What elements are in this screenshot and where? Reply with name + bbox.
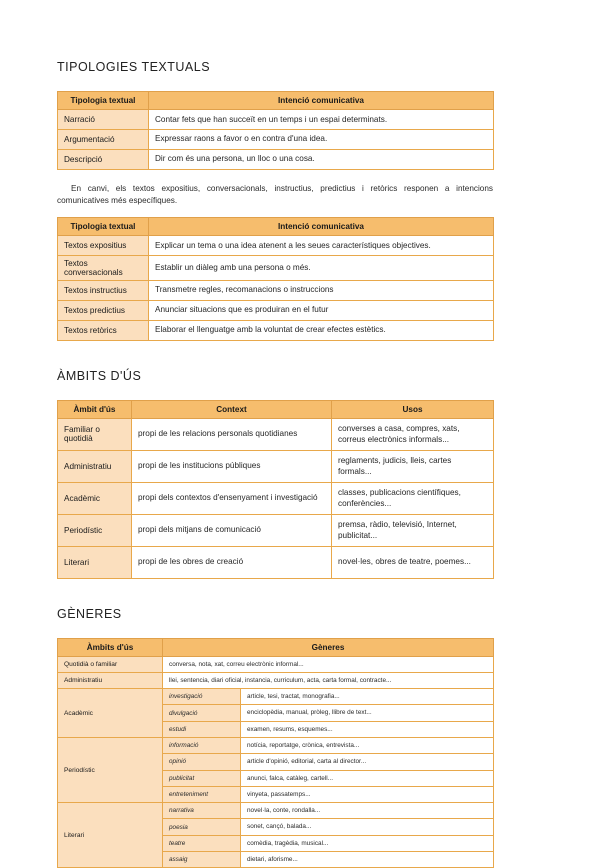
section-title-ambits: ÀMBITS D'ÚS — [57, 368, 142, 383]
column-header-tipologia: Tipologia textual — [58, 218, 149, 236]
row-subcategory: teatre — [163, 835, 241, 851]
table-header-row — [58, 218, 494, 236]
row-value: Establir un diàleg amb una persona o més. — [149, 255, 494, 280]
row-label: Administratiu — [58, 672, 163, 688]
table-row — [58, 280, 494, 300]
row-value: enciclopèdia, manual, pròleg, llibre de text... — [241, 705, 494, 721]
table-generes-wrapper — [57, 638, 493, 868]
row-usos: reglaments, judicis, lleis, cartes formals... — [332, 450, 494, 482]
table-row — [58, 689, 494, 705]
row-value: comèdia, tragèdia, musical... — [241, 835, 494, 851]
row-value: llei, sentencia, diari oficial, instancia, curriculum, acta, carta formal, contracte... — [163, 672, 494, 688]
table-generes — [57, 638, 494, 868]
row-subcategory: divulgació — [163, 705, 241, 721]
table-row — [58, 656, 494, 672]
table-specific-wrapper — [57, 217, 493, 341]
table-row — [58, 514, 494, 546]
row-value: Dir com és una persona, un lloc o una cosa. — [149, 149, 494, 169]
row-label: Periodístic — [58, 514, 132, 546]
row-label: Textos expositius — [58, 236, 149, 256]
table-basic-tipologies — [57, 91, 494, 170]
column-header-ambits: Àmbits d'ús — [58, 638, 163, 656]
row-value: conversa, nota, xat, correu electrònic informal... — [163, 656, 494, 672]
section-title-generes: GÈNERES — [57, 606, 122, 621]
table-row — [58, 129, 494, 149]
row-subcategory: assaig — [163, 852, 241, 868]
table-header-row — [58, 400, 494, 418]
row-value: vinyeta, passatemps... — [241, 786, 494, 802]
row-label: Literari — [58, 803, 163, 868]
table-row — [58, 300, 494, 320]
table-row — [58, 320, 494, 340]
row-usos: novel·les, obres de teatre, poemes... — [332, 546, 494, 578]
row-label: Descripció — [58, 149, 149, 169]
paragraph-en-canvi: En canvi, els textos expositius, conversacionals, instructius, predictius i retòrics responen a intencions comunicatives més específiques. — [57, 183, 493, 206]
table-row — [58, 418, 494, 450]
row-value: Expressar raons a favor o en contra d'una idea. — [149, 129, 494, 149]
table-header-row — [58, 92, 494, 110]
row-subcategory: informació — [163, 738, 241, 754]
table-row — [58, 803, 494, 819]
column-header-context: Context — [132, 400, 332, 418]
table-specific-tipologies — [57, 217, 494, 341]
row-context: propi dels contextos d'ensenyament i investigació — [132, 482, 332, 514]
row-value: Elaborar el llenguatge amb la voluntat de crear efectes estètics. — [149, 320, 494, 340]
row-value: article d'opinió, editorial, carta al director... — [241, 754, 494, 770]
row-value: notícia, reportatge, crònica, entrevista... — [241, 738, 494, 754]
row-subcategory: opinió — [163, 754, 241, 770]
table-row — [58, 149, 494, 169]
table-ambits-dus — [57, 400, 494, 579]
row-value: novel·la, conte, rondalla... — [241, 803, 494, 819]
table-basic-wrapper — [57, 91, 493, 170]
row-subcategory: poesia — [163, 819, 241, 835]
table-row — [58, 546, 494, 578]
row-usos: converses a casa, compres, xats, correus electrònics informals... — [332, 418, 494, 450]
row-context: propi de les relacions personals quotidianes — [132, 418, 332, 450]
row-usos: premsa, ràdio, televisió, Internet, publicitat... — [332, 514, 494, 546]
row-value: Explicar un tema o una idea atenent a les seues característiques objectives. — [149, 236, 494, 256]
table-row — [58, 672, 494, 688]
column-header-intencio: Intenció comunicativa — [149, 92, 494, 110]
row-value: Transmetre regles, recomanacions o instruccions — [149, 280, 494, 300]
row-value: anunci, falca, catàleg, cartell... — [241, 770, 494, 786]
row-context: propi de les obres de creació — [132, 546, 332, 578]
row-value: examen, resums, esquemes... — [241, 721, 494, 737]
row-subcategory: publicitat — [163, 770, 241, 786]
row-value: Contar fets que han succeït en un temps i un espai determinats. — [149, 110, 494, 130]
row-label: Acadèmic — [58, 482, 132, 514]
row-label: Narració — [58, 110, 149, 130]
table-ambits-wrapper — [57, 400, 493, 579]
document-content — [57, 60, 493, 868]
row-label: Administratiu — [58, 450, 132, 482]
row-value: sonet, cançó, balada... — [241, 819, 494, 835]
row-label: Acadèmic — [58, 689, 163, 738]
column-header-usos: Usos — [332, 400, 494, 418]
column-header-tipologia: Tipologia textual — [58, 92, 149, 110]
row-label: Familiar o quotidià — [58, 418, 132, 450]
row-subcategory: investigació — [163, 689, 241, 705]
section-title-tipologies: TIPOLOGIES TEXTUALS — [57, 60, 211, 74]
row-label: Textos conversacionals — [58, 255, 149, 280]
table-row — [58, 236, 494, 256]
table-row — [58, 450, 494, 482]
row-value: dietari, aforisme... — [241, 852, 494, 868]
table-row — [58, 110, 494, 130]
table-header-row — [58, 638, 494, 656]
row-subcategory: estudi — [163, 721, 241, 737]
table-row — [58, 255, 494, 280]
row-subcategory: entreteniment — [163, 786, 241, 802]
row-label: Periodístic — [58, 738, 163, 803]
row-usos: classes, publicacions científiques, conferències... — [332, 482, 494, 514]
column-header-generes: Gèneres — [163, 638, 494, 656]
row-label: Quotidià o familiar — [58, 656, 163, 672]
column-header-ambit: Àmbit d'ús — [58, 400, 132, 418]
row-context: propi de les institucions públiques — [132, 450, 332, 482]
row-label: Textos instructius — [58, 280, 149, 300]
row-label: Textos predictius — [58, 300, 149, 320]
table-row — [58, 738, 494, 754]
row-value: Anunciar situacions que es produiran en el futur — [149, 300, 494, 320]
row-label: Textos retòrics — [58, 320, 149, 340]
row-value: article, tesi, tractat, monografia... — [241, 689, 494, 705]
row-label: Literari — [58, 546, 132, 578]
row-label: Argumentació — [58, 129, 149, 149]
table-row — [58, 482, 494, 514]
row-subcategory: narrativa — [163, 803, 241, 819]
row-context: propi dels mitjans de comunicació — [132, 514, 332, 546]
column-header-intencio: Intenció comunicativa — [149, 218, 494, 236]
